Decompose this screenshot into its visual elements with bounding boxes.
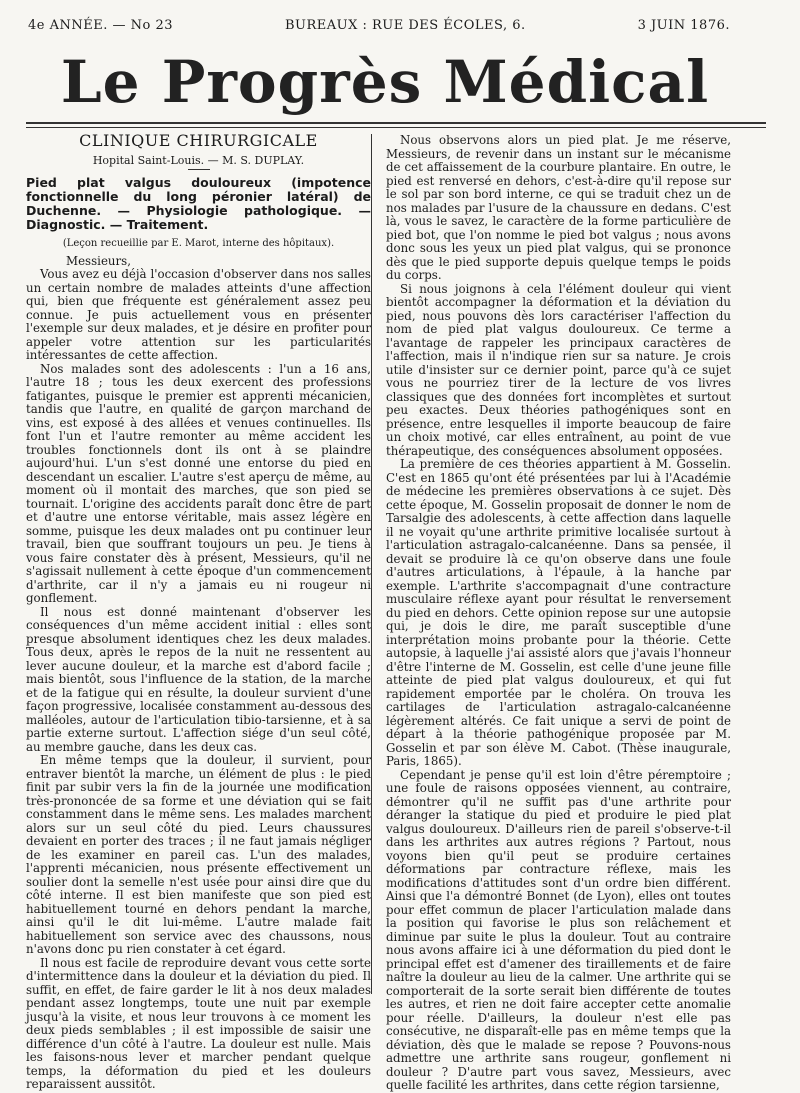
article-title: Pied plat valgus douloureux (impotence fonctionnelle du long péronier latéral) de Duchenne. — Physiologie pathologique. — Diagnostic. — Traitement. (26, 175, 371, 232)
issue-header (28, 18, 730, 33)
issue-date: 3 JUIN 1876. (637, 18, 730, 33)
paragraph: Nos malades sont des adolescents : l'un a 16 ans, l'autre 18 ; tous les deux exercent des professions fatigantes, puisque le premier est apprenti mécanicien, tandis que l'autre, en qualité de garçon marchand de vins, est exposé à des allées et venues continuelles. Ils font l'un et l'autre remonter au même accident les troubles fonctionnels dont ils ont à se plaindre aujourd'hui. L'un s'est donné une entorse du pied en descendant un escalier. L'autre s'est aperçu de même, au moment où il montait des marches, que son pied se tournait. L'origine des accidents paraît donc être de part et d'autre une entorse véritable, mais assez légère en somme, puisque les deux malades ont pu continuer leur travail, bien que souffrant toujours un peu. Je tiens à vous faire constater dès à présent, Messieurs, qu'il ne s'agissait nullement à cette époque d'un commencement d'arthrite, car il n'y a jamais eu ni rougeur ni gonflement. (26, 361, 371, 605)
hospital-line: Hopital Saint-Louis. — M. S. DUPLAY. (92, 153, 305, 167)
office-address: BUREAUX : RUE DES ÉCOLES, 6. (284, 18, 526, 33)
column-divider (371, 134, 372, 994)
paragraph: Cependant je pense qu'il est loin d'être péremptoire ; une foule de raisons opposées viennent, au contraire, démontrer qu'il ne suffit pas d'une arthrite pour déranger la statique du pied et produire le pied plat valgus douloureux. D'ailleurs rien de pareil s'observe-t-il dans les arthrites aux autres régions ? Partout, nous voyons bien qu'il peut se produire certaines déformations par contracture réflexe, mais les modifications d'attitudes sont d'un ordre bien différent. Ainsi que l'a démontré Bonnet (de Lyon), elles ont toutes pour effet commun de placer l'articulation malade dans la position qui favorise le plus son relâchement et diminue par suite le plus la douleur. Tout au contraire nous avons affaire ici à une déformation du pied dont le principal effet est d'amener des tiraillements et de faire naître la douleur au lieu de la calmer. Une arthrite qui se comporterait de la sorte serait bien différente de toutes les autres, et rien ne doit faire accepter cette anomalie pour réelle. D'ailleurs, la douleur n'est elle pas consécutive, ne disparaît-elle pas en même temps que la déviation, dès que le malade se repose ? Pouvons-nous admettre une arthrite sans rougeur, gonflement ni douleur ? D'autre part vous savez, Messieurs, avec quelle facilité les arthrites, dans cette région tarsienne, (386, 767, 731, 1092)
article-note: (Leçon recueillie par E. Marot, interne des hôpitaux). (62, 238, 335, 249)
year-issue: 4e ANNÉE. — No 23 (28, 18, 173, 33)
right-column (386, 133, 731, 1092)
paragraph: Il nous est donné maintenant d'observer les conséquences d'un même accident initial : elles sont presque absolument identiques chez les deux malades. Tous deux, après le repos de la nuit ne ressentent au lever aucune douleur, et la marche est d'abord facile ; mais bientôt, sous l'influence de la station, de la marche et de la fatigue qui en résulte, la douleur survient d'une façon progressive, localisée constamment au-dessous des malléoles, autour de l'articulation tibio-tarsienne, et à sa partie externe surtout. L'affection siége d'un seul côté, au membre gauche, dans les deux cas. (26, 604, 371, 754)
paragraph: La première de ces théories appartient à M. Gosselin. C'est en 1865 qu'ont été présentées par lui à l'Académie de médecine les premières observations à ce sujet. Dès cette époque, M. Gosselin proposait de donner le nom de Tarsalgie des adolescents, à cette affection dans laquelle il ne voyait qu'une arthrite primitive localisée surtout à l'articulation astragalo-calcanéenne. Dans sa pensée, il devait se produire là ce qu'on observe dans une foule d'autres articulations, à l'épaule, à la hanche par exemple. L'arthrite s'accompagnait d'une contracture musculaire réflexe ayant pour résultat le renversement du pied en dehors. Cette opinion repose sur une autopsie qui, je dois le dire, me paraît susceptible d'une interprétation moins probante pour la théorie. Cette autopsie, à laquelle j'ai assisté alors que j'avais l'honneur d'être l'interne de M. Gosselin, est celle d'une jeune fille atteinte de pied plat valgus douloureux, et qui fut rapidement emportée par le choléra. On trouva les cartilages de l'articulation astragalo-calcanéenne légèrement altérés. Ce fait unique a servi de point de départ à la théorie pathogénique proposée par M. Gosselin et par son élève M. Cabot. (Thèse inaugurale, Paris, 1865). (386, 457, 731, 768)
header-rule-top (26, 122, 766, 124)
paragraph: Il nous est facile de reproduire devant vous cette sorte d'intermittence dans la douleur et la déviation du pied. Il suffit, en effet, de faire garder le lit à nos deux malades pendant assez longtemps, toute une nuit par exemple jusqu'à la visite, et nous leur trouvons à ce moment les deux pieds semblables ; il est impossible de saisir une différence d'un côté à l'autre. La douleur est nulle. Mais les faisons-nous lever et marcher pendant quelque temps, la déformation du pied et les douleurs reparaissent aussitôt. (26, 955, 371, 1091)
title-divider (188, 169, 210, 170)
paragraph: Si nous joignons à cela l'élément douleur qui vient bientôt accompagner la déformation et la déviation du pied, nous pouvons dès lors caractériser l'affection du nom de pied plat valgus douloureux. Ce terme a l'avantage de rappeler les principaux caractères de l'affection, mais il n'indique rien sur sa nature. Je crois utile d'insister sur ce dernier point, parce qu'à ce sujet vous ne pourriez tirer de la lecture de vos livres classiques que des données fort incomplètes et surtout peu exactes. Deux théories pathogéniques sont en présence, entre lesquelles il importe beaucoup de faire un choix motivé, car elles entraînent, au point de vue thérapeutique, des conséquences absolument opposées. (386, 281, 731, 458)
left-column (26, 131, 371, 1091)
rubric: CLINIQUE CHIRURGICALE (79, 131, 318, 150)
paragraph: En même temps que la douleur, il survient, pour entraver bientôt la marche, un élément de plus : le pied finit par subir vers la fin de la journée une modification très-prononcée de sa forme et une déviation qui se fait constamment dans le même sens. Les malades marchent alors sur un seul côté du pied. Leurs chaussures devaient en porter des traces ; il ne faut jamais négliger de les examiner en pareil cas. L'un des malades, l'apprenti mécanicien, nous présente effectivement un soulier dont la semelle n'est usée pour ainsi dire que du côté interne. Il est bien manifeste que son pied est habituellement tourné en dehors pendant la marche, ainsi qu'il le dit lui-même. L'autre malade fait habituellement son service avec des chaussons, nous n'avons donc pu rien constater à cet égard. (26, 753, 371, 956)
masthead-title: Le Progrès Médical (60, 48, 710, 116)
paragraph: Nous observons alors un pied plat. Je me réserve, Messieurs, de revenir dans un instant sur le mécanisme de cet affaissement de la courbure plantaire. En outre, le pied est renversé en dehors, c'est-à-dire qu'il repose sur le sol par son bord interne, ce qui se traduit chez un de nos malades par l'usure de la chaussure en dedans. C'est là, vous le savez, le caractère de la forme particulière de pied bot, que l'on nomme le pied bot valgus ; nous avons donc sous les yeux un pied plat valgus, qui se prononce dès que le pied supporte depuis quelque temps le poids du corps. (386, 133, 731, 282)
header-rule-bottom (26, 127, 766, 128)
paragraph: Vous avez eu déjà l'occasion d'observer dans nos salles un certain nombre de malades atteints d'une affection qui, bien que fréquente est généralement assez peu connue. Je puis actuellement vous en présenter l'exemple sur deux malades, et je désire en profiter pour appeler votre attention sur les particularités intéressantes de cette affection. (26, 267, 371, 362)
salutation: Messieurs, (66, 253, 131, 268)
